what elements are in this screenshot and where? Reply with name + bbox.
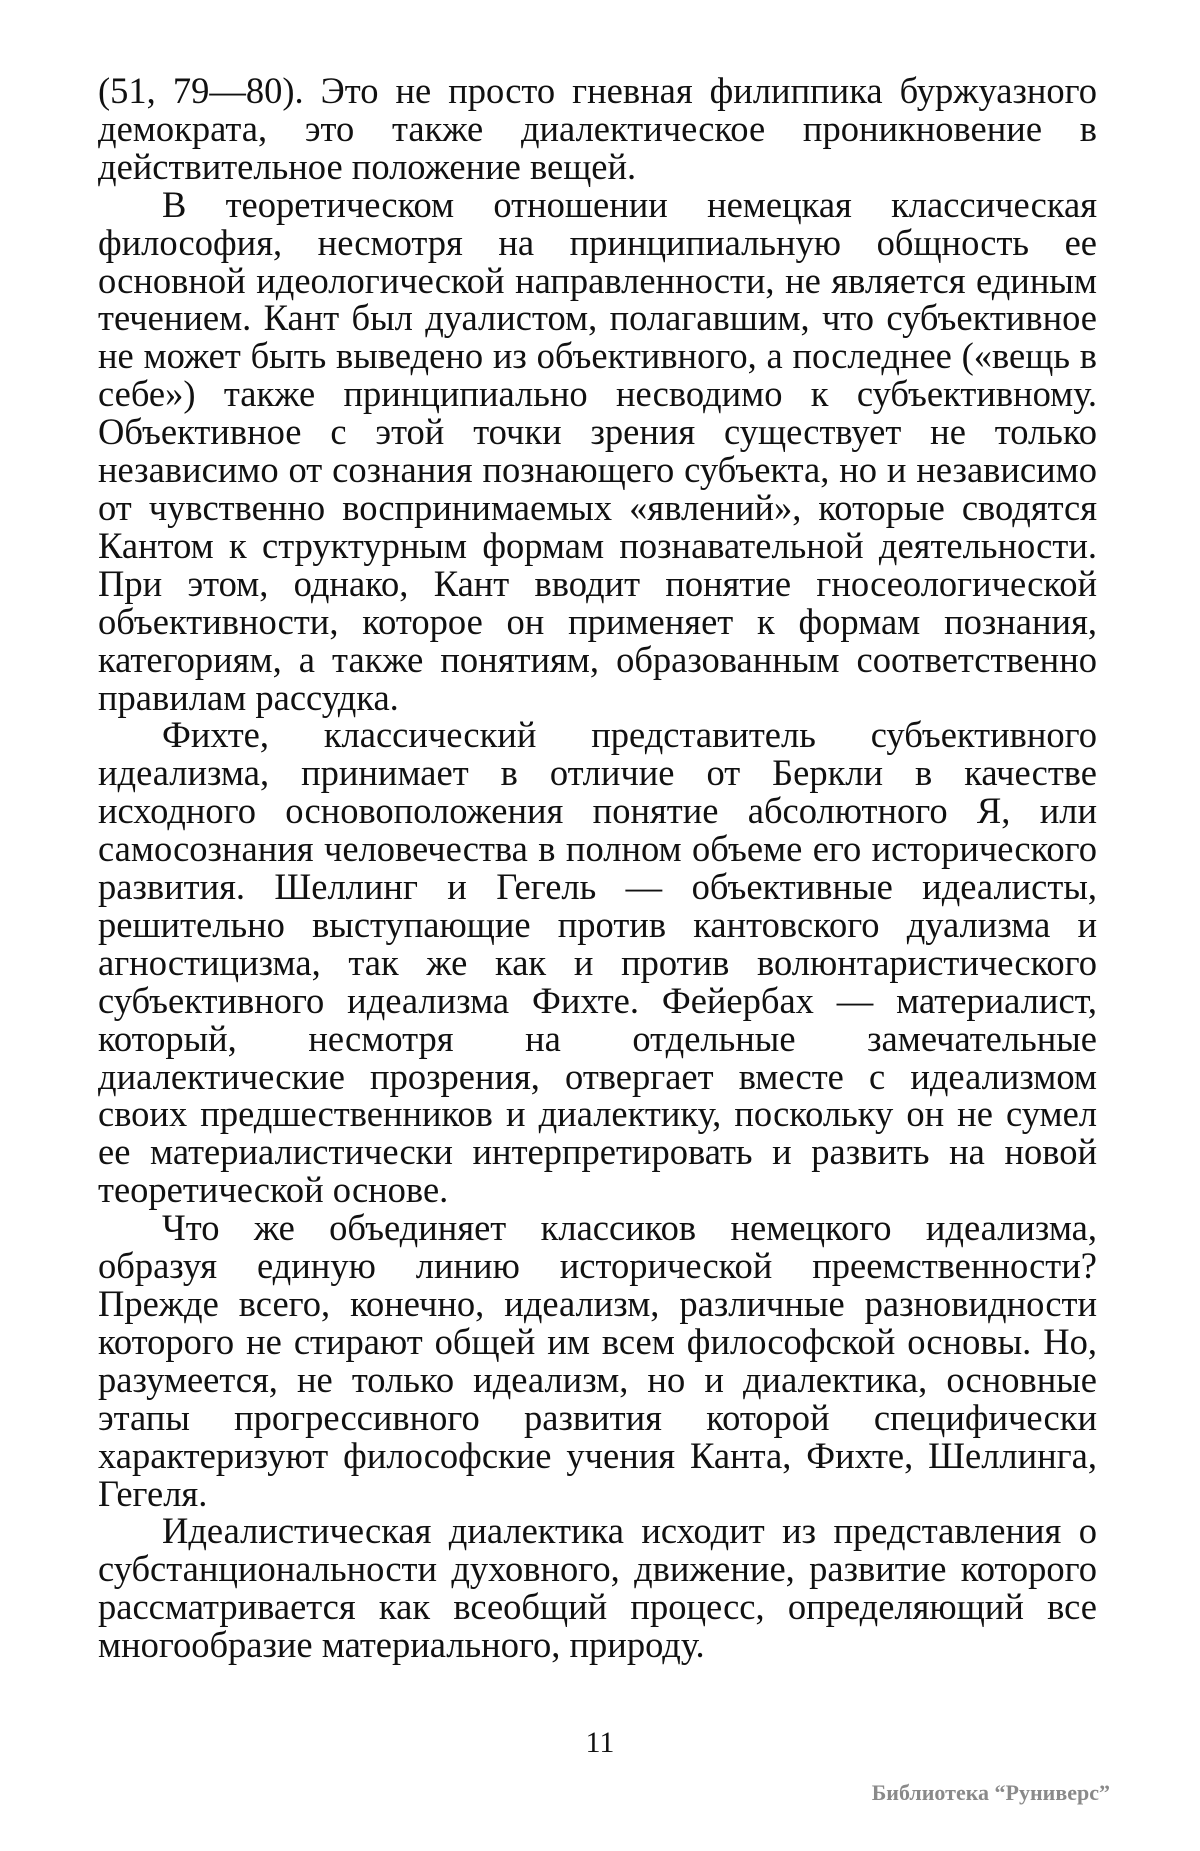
paragraph-3: Фихте, классический представитель субъективного идеализма, принимает в отличие от Беркли в качестве исходного основоположения понятие абсолютного Я, или самосознания человечества в полном объеме его исторического развития. Шеллинг и Гегель — объективные идеалисты, решительно выступающие против кантовского дуализма и агностицизма, так же как и против волюнтаристического субъективного идеализма Фихте. Фейербах — материалист, который, несмотря на отдельные замечательные диалектические прозрения, отвергает вместе с идеализмом своих предшественников и диалектику, поскольку он не сумел ее материалистически интерпретировать и развить на новой теоретической основе.: [98, 714, 1097, 1211]
paragraph-4: Что же объединяет классиков немецкого идеализма, образуя единую линию исторической преемственности? Прежде всего, конечно, идеализм, различные разновидности которого не стирают общей им всем философской основы. Но, разумеется, не только идеализм, но и диалектика, основные этапы прогрессивного развития которой специфически характеризуют философские учения Канта, Фихте, Шеллинга, Гегеля.: [98, 1207, 1097, 1514]
paragraph-1: (51, 79—80). Это не просто гневная филиппика буржуазного демократа, это также диалектическое проникновение в действительное положение вещей.: [98, 70, 1097, 187]
page-body: [98, 72, 1097, 1664]
page-number: 11: [585, 1726, 615, 1759]
library-watermark: Библиотека “Руниверс”: [871, 1780, 1110, 1805]
paragraph-2: В теоретическом отношении немецкая классическая философия, несмотря на принципиальную общность ее основной идеологической направленности, не является единым течением. Кант был дуалистом, полагавшим, что субъективное не может быть выведено из объективного, а последнее («вещь в себе») также принципиально несводимо к субъективному. Объективное с этой точки зрения существует не только независимо от сознания познающего субъекта, но и независимо от чувственно воспринимаемых «явлений», которые сводятся Кантом к структурным формам познавательной деятельности. При этом, однако, Кант вводит понятие гносеологической объективности, которое он применяет к формам познания, категориям, а также понятиям, образованным соответственно правилам рассудка.: [98, 183, 1097, 718]
paragraph-5: Идеалистическая диалектика исходит из представления о субстанциональности духовного, движение, развитие которого рассматривается как всеобщий процесс, определяющий все многообразие материального, природу.: [98, 1510, 1097, 1666]
